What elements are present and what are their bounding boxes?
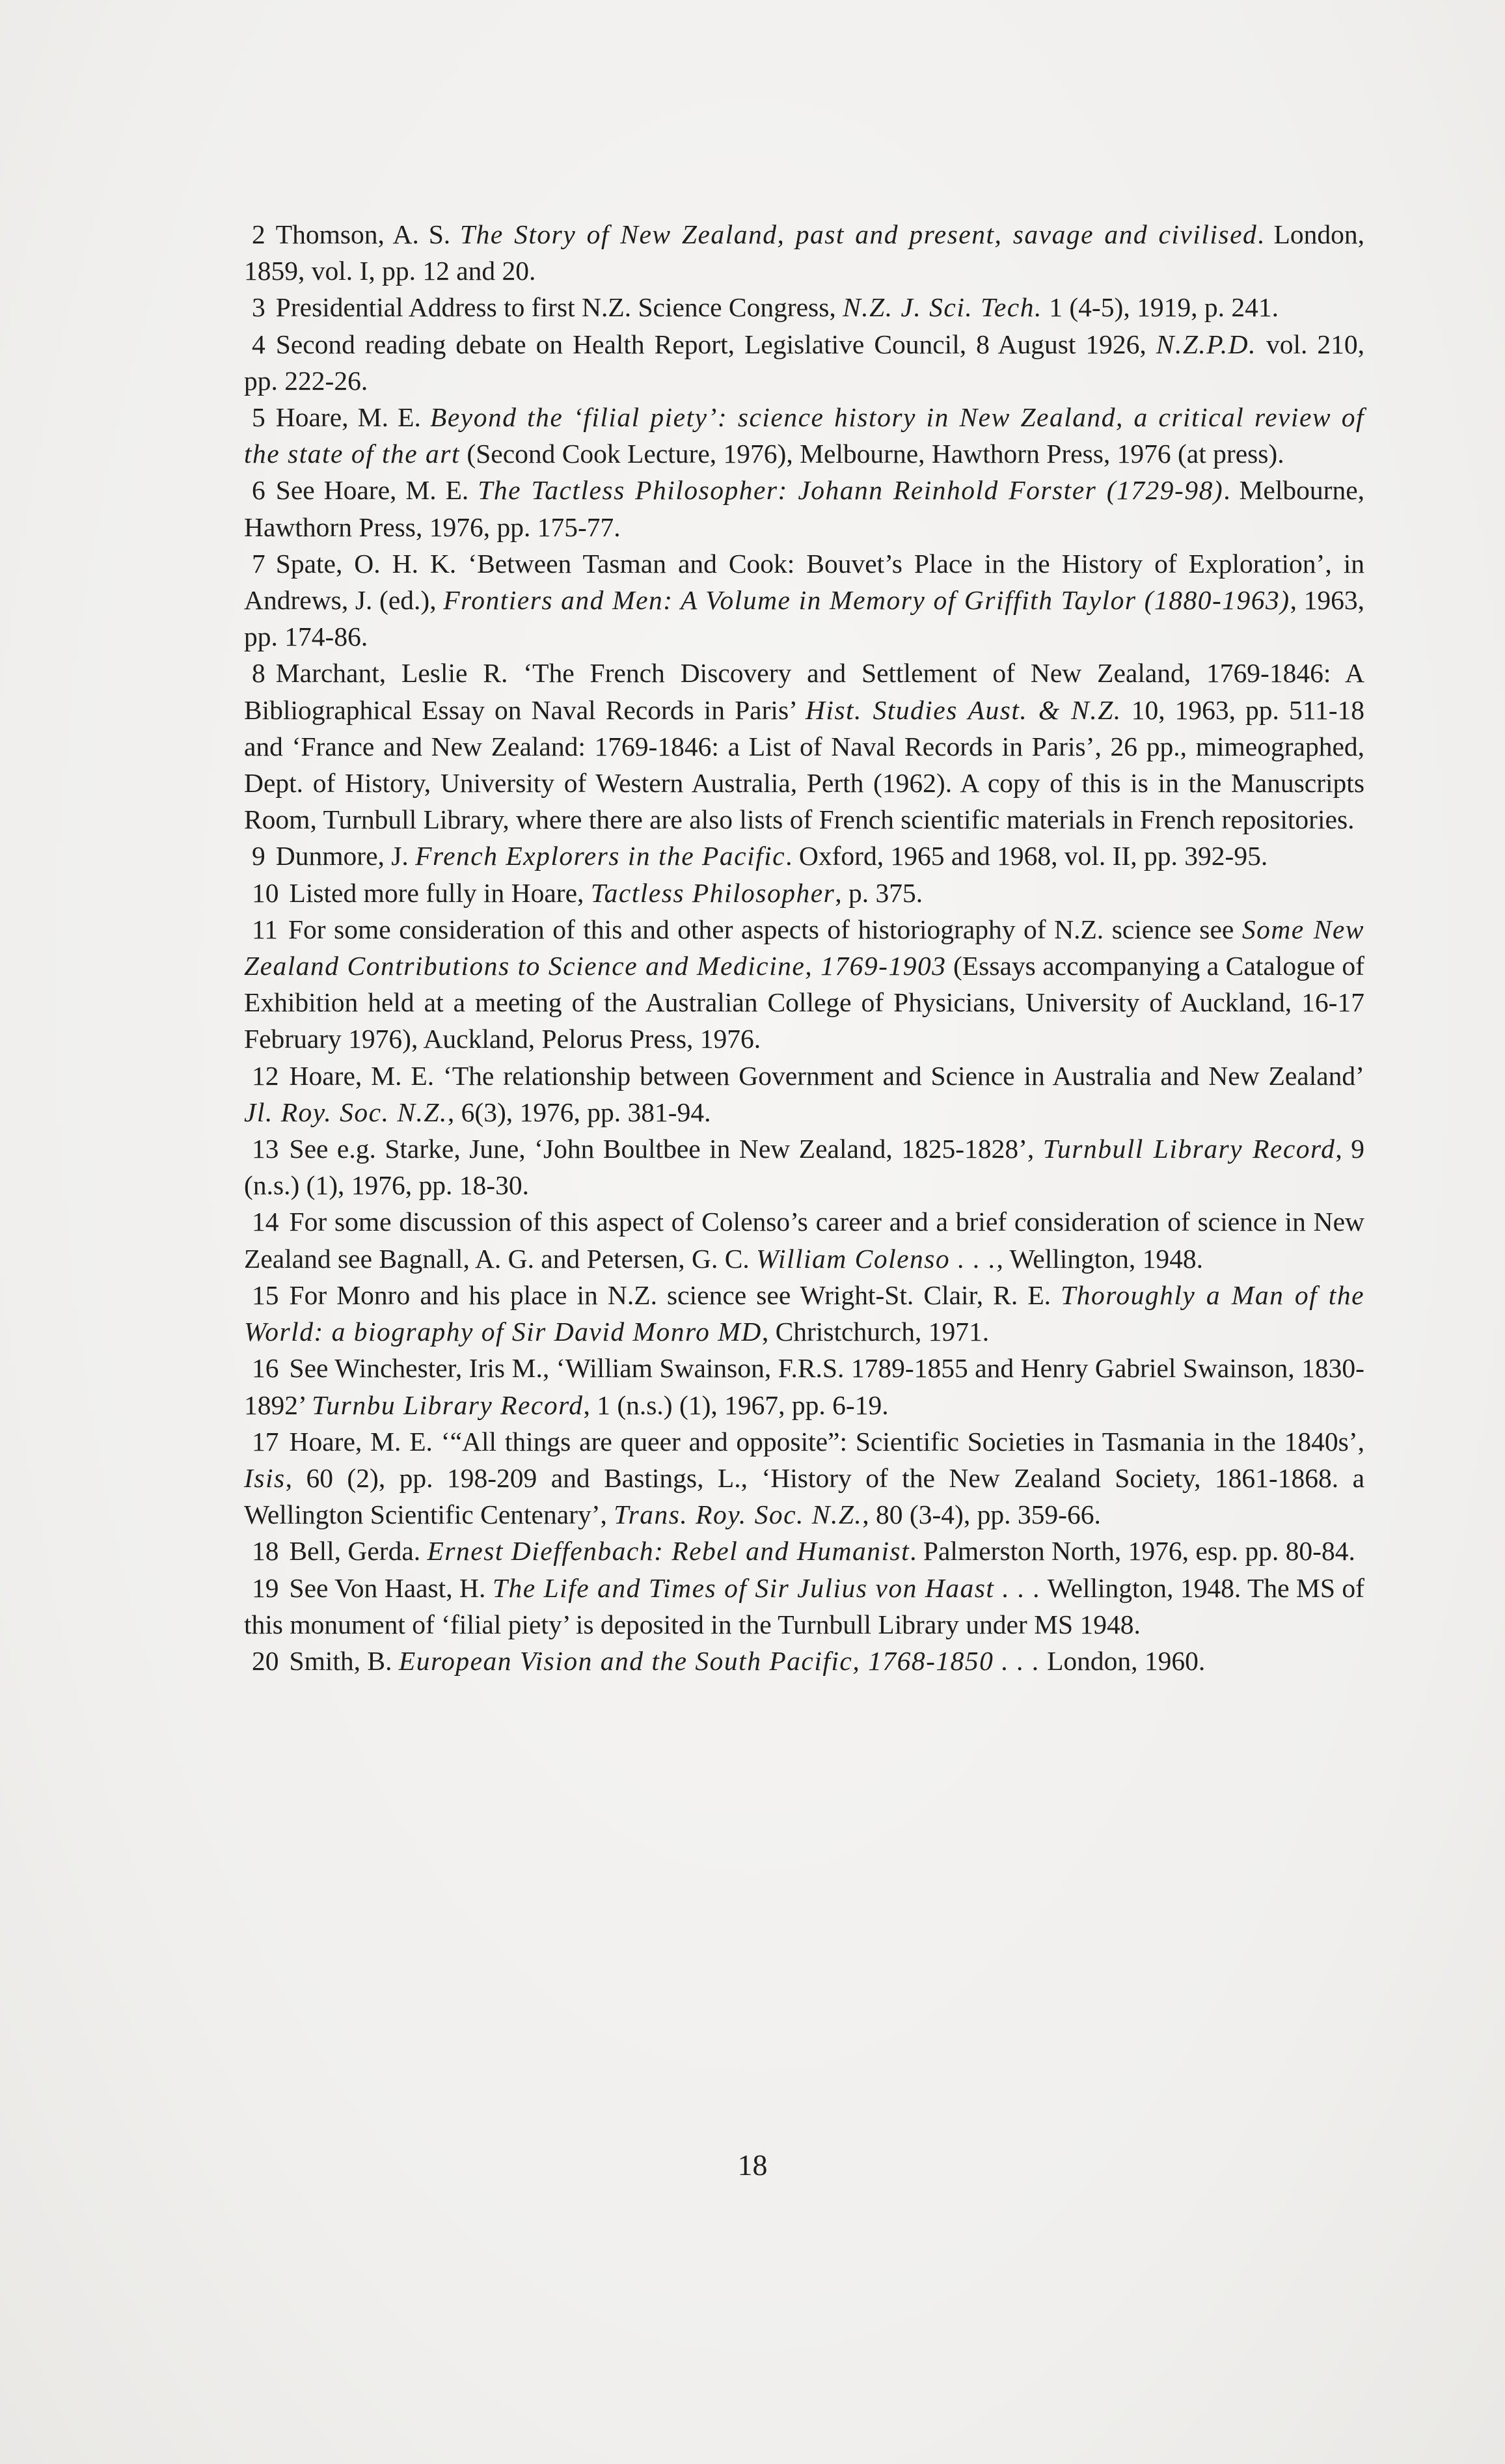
endnote-text: Thomson, A. S. xyxy=(275,219,461,249)
endnote-title: Beyond the ‘filial piety’: science history in New Zealand, a critical review of the state of the art xyxy=(244,402,1364,469)
endnote xyxy=(244,1350,1364,1423)
endnote xyxy=(244,911,1364,1058)
endnote-title: The Tactless Philosopher: Johann Reinhold Forster (1729-98) xyxy=(478,475,1224,506)
endnote xyxy=(244,545,1364,655)
endnote-number: 20 xyxy=(252,1645,279,1676)
endnote-number: 3 xyxy=(252,292,265,323)
endnote-text: Dunmore, J. xyxy=(275,841,416,871)
endnote xyxy=(244,1570,1364,1643)
endnote-title: Frontiers and Men: A Volume in Memory of Griffith Taylor (1880-1963) xyxy=(443,585,1290,616)
endnote-text: See Winchester, Iris M., ‘William Swainson, F.R.S. 1789-1855 and Henry Gabriel Swainson, 1830-1892’ xyxy=(244,1353,1364,1420)
endnote-title: The Life and Times of Sir Julius von Haast . . . xyxy=(492,1572,1041,1603)
endnote-text: , 60 (2), pp. 198-209 and Bastings, L., ‘History of the New Zealand Society, 1861-1868. a Wellington Scientific Centenary’, xyxy=(244,1462,1364,1530)
endnote-number: 2 xyxy=(252,219,265,249)
endnote-number: 19 xyxy=(252,1572,279,1603)
endnote-text: London, 1960. xyxy=(1040,1645,1206,1676)
endnote-text: 1 (4-5), 1919, p. 241. xyxy=(1042,292,1279,323)
endnote-text: Presidential Address to first N.Z. Science Congress, xyxy=(275,292,843,323)
endnote-text: Hoare, M. E. ‘“All things are queer and opposite”: Scientific Societies in Tasmania in the 1840s’, xyxy=(289,1426,1364,1457)
endnote-number: 15 xyxy=(252,1280,279,1310)
endnote-text: Smith, B. xyxy=(289,1645,399,1676)
endnote-text: Listed more fully in Hoare, xyxy=(289,877,591,908)
endnote-title: N.Z.P.D. xyxy=(1156,329,1257,359)
endnote xyxy=(244,1423,1364,1533)
endnote xyxy=(244,655,1364,838)
endnote-text: , Christchurch, 1971. xyxy=(761,1317,990,1347)
endnote-text: See e.g. Starke, June, ‘John Boultbee in New Zealand, 1825-1828’, xyxy=(289,1134,1043,1164)
endnote-text: , 9 (n.s.) (1), 1976, pp. 18-30. xyxy=(244,1134,1364,1201)
endnote xyxy=(244,1130,1364,1203)
endnote-title: William Colenso . . . xyxy=(756,1243,997,1274)
endnote xyxy=(244,289,1364,325)
endnote-title: Trans. Roy. Soc. N.Z. xyxy=(614,1499,863,1530)
endnote-number: 5 xyxy=(252,402,265,433)
endnote-text: . London, 1859, vol. I, pp. 12 and 20. xyxy=(244,219,1364,286)
endnote-text: , p. 375. xyxy=(835,877,923,908)
endnote-text: , 6(3), 1976, pp. 381-94. xyxy=(447,1097,711,1127)
endnote-text: . Palmerston North, 1976, esp. pp. 80-84. xyxy=(910,1536,1355,1567)
endnote-text: Spate, O. H. K. ‘Between Tasman and Cook: Bouvet’s Place in the History of Exploration’, in Andrews, J. (ed.), xyxy=(244,548,1364,616)
endnote-text: (Second Cook Lecture, 1976), Melbourne, Hawthorn Press, 1976 (at press). xyxy=(460,439,1284,469)
endnote xyxy=(244,1277,1364,1350)
endnote xyxy=(244,1643,1364,1679)
endnote-title: Thoroughly a Man of the World: a biography of Sir David Monro MD xyxy=(244,1280,1364,1347)
endnote-text: For some consideration of this and other aspects of historiography of N.Z. science see xyxy=(288,914,1242,944)
endnote-number: 8 xyxy=(252,658,265,689)
endnote-text: Second reading debate on Health Report, Legislative Council, 8 August 1926, xyxy=(275,329,1156,359)
endnote-title: N.Z. J. Sci. Tech. xyxy=(843,292,1042,323)
endnote xyxy=(244,216,1364,289)
endnote-text: . Melbourne, Hawthorn Press, 1976, pp. 175-77. xyxy=(244,475,1364,542)
endnotes-list xyxy=(244,216,1364,1679)
endnote-text: , 1 (n.s.) (1), 1967, pp. 6-19. xyxy=(583,1389,889,1420)
endnote-text: See Hoare, M. E. xyxy=(275,475,478,506)
endnote-text: Hoare, M. E. ‘The relationship between Government and Science in Australia and New Zealand’ xyxy=(289,1060,1364,1091)
endnote-title: Some New Zealand Contributions to Science and Medicine, 1769-1903 xyxy=(244,914,1364,981)
endnote-number: 6 xyxy=(252,475,265,506)
endnote-text: Marchant, Leslie R. ‘The French Discovery and Settlement of New Zealand, 1769-1846: A Bibliographical Essay on Naval Records in Paris’ xyxy=(244,658,1364,725)
endnote-title: Tactless Philosopher xyxy=(590,877,835,908)
endnote-text: For Monro and his place in N.Z. science see Wright-St. Clair, R. E. xyxy=(289,1280,1061,1310)
endnote-number: 7 xyxy=(252,548,265,579)
endnote-title: European Vision and the South Pacific, 1768-1850 . . . xyxy=(398,1645,1040,1676)
endnote-title: Isis xyxy=(244,1462,286,1493)
endnote-number: 18 xyxy=(252,1536,279,1567)
endnote-title: French Explorers in the Pacific xyxy=(415,841,786,871)
endnote-number: 13 xyxy=(252,1134,279,1164)
endnote-title: Turnbu Library Record xyxy=(312,1389,584,1420)
endnote-text: For some discussion of this aspect of Colenso’s career and a brief consideration of science in New Zealand see Bagnall, A. G. and Petersen, G. C. xyxy=(244,1207,1364,1274)
endnote-number: 17 xyxy=(252,1426,279,1457)
endnote-text: Bell, Gerda. xyxy=(289,1536,427,1567)
endnote-title: Jl. Roy. Soc. N.Z. xyxy=(244,1097,448,1127)
endnote-text: Wellington, 1948. The MS of this monument of ‘filial piety’ is deposited in the Turnbull Library under MS 1948. xyxy=(244,1572,1364,1639)
endnote-number: 10 xyxy=(252,877,279,908)
endnote-text: (Essays accompanying a Catalogue of Exhibition held at a meeting of the Australian College of Physicians, University of Auckland, 16-17 February 1976), Auckland, Pelorus Press, 1976. xyxy=(244,951,1364,1054)
endnote xyxy=(244,838,1364,874)
endnote-number: 4 xyxy=(252,329,265,359)
endnote-title: Ernest Dieffenbach: Rebel and Humanist xyxy=(427,1536,910,1567)
endnote-number: 16 xyxy=(252,1353,279,1384)
endnote xyxy=(244,875,1364,911)
endnote-text: Hoare, M. E. xyxy=(275,402,431,433)
endnote-text: 10, 1963, pp. 511-18 and ‘France and New Zealand: 1769-1846: a List of Naval Records in Paris’, 26 pp., mimeographed, Dept. of History, University of Western Australia, Perth (1962). A copy of this is in the Manuscripts Room, Turnbull Library, where there are also lists of French scientific materials in French repositories. xyxy=(244,694,1365,835)
page-number: 18 xyxy=(737,2148,768,2182)
endnote xyxy=(244,1533,1364,1569)
endnote-number: 12 xyxy=(252,1060,279,1091)
endnote-text: , 80 (3-4), pp. 359-66. xyxy=(862,1499,1101,1530)
endnote-text: vol. 210, pp. 222-26. xyxy=(244,329,1365,396)
endnote xyxy=(244,326,1364,399)
endnote-number: 14 xyxy=(252,1207,279,1237)
endnote-title: Turnbull Library Record xyxy=(1042,1134,1336,1164)
endnote xyxy=(244,399,1364,472)
endnote-title: The Story of New Zealand, past and present, savage and civilised xyxy=(460,219,1258,249)
endnote-text: . Oxford, 1965 and 1968, vol. II, pp. 392-95. xyxy=(785,841,1268,871)
endnote xyxy=(244,1203,1364,1276)
endnote-number: 11 xyxy=(252,914,278,944)
endnote-text: , Wellington, 1948. xyxy=(996,1243,1203,1274)
endnote-text: See Von Haast, H. xyxy=(289,1572,493,1603)
endnote xyxy=(244,1058,1364,1130)
endnote-number: 9 xyxy=(252,841,265,871)
endnote-text: , 1963, pp. 174-86. xyxy=(244,585,1364,652)
endnote-title: Hist. Studies Aust. & N.Z. xyxy=(805,694,1122,725)
endnote xyxy=(244,472,1364,545)
